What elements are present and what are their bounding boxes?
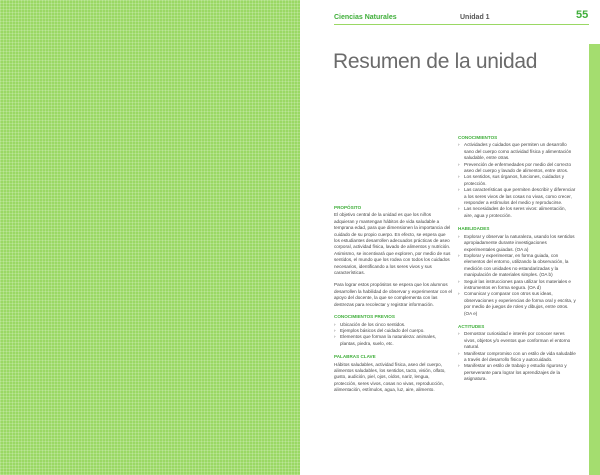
page-title: Resumen de la unidad — [333, 50, 538, 73]
list-item: › Seguir las instrucciones para utilizar los materiales e instrumentos en forma segura. (OA d) — [458, 279, 576, 292]
conocimientos-list — [458, 142, 576, 219]
proposito-text-2: Para lograr estos propósitos se espera que los alumnos desarrollen la habilidad de observar y experimentar con el apoyo del docente, la que se complementa con las destrezas para recolectar y registrar información. — [334, 282, 452, 307]
header-divider — [334, 24, 589, 25]
list-item: › Explorar y experimentar, en forma guiada, con elementos del entorno, utilizando la observación, la medición con unidades no estandarizadas y la manipulación de materiales simples. (OA b) — [458, 253, 576, 279]
conocimientos-previos-list — [334, 322, 452, 348]
section-heading-habilidades: HABILIDADES — [458, 226, 490, 232]
section-heading-palabras-clave: PALABRAS CLAVE — [334, 354, 376, 360]
header-unit: Unidad 1 — [460, 14, 490, 21]
list-item: › Los sentidos, sus órganos, funciones, cuidados y protección. — [458, 174, 576, 187]
proposito-text-1: El objetivo central de la unidad es que los niños adquieran y mantengan hábitos de vida saludable a temprana edad, para que dimensionen la importancia del cuidado de su propio cuerpo. En efecto, se espera que los estudiantes desarrollen adecuados prácticas de aseo corporal, actividad física, lavado de alimentos y nutrición. Asimismo, se incentivará que exploren, por medio de sus sentidos, el mundo que los rodea con todos los cuidados necesarios, identificando a los seres vivos y sus características. — [334, 212, 451, 276]
decorative-side-strip — [589, 44, 600, 475]
section-heading-actitudes: ACTITUDES — [458, 323, 485, 329]
list-item: › Ejemplos básicos del cuidado del cuerpo. — [334, 328, 452, 334]
header-subject: Ciencias Naturales — [334, 14, 397, 21]
section-heading-conocimientos: CONOCIMIENTOS — [458, 135, 498, 140]
section-heading-proposito: PROPÓSITO — [334, 205, 362, 210]
list-item: › Las necesidades de los seres vivos: alimentación, aire, agua y protección. — [458, 206, 576, 219]
list-item: › Prevención de enfermedades por medio del correcto aseo del cuerpo y lavado de alimentos, entre otros. — [458, 162, 576, 175]
list-item: › Demostrar curiosidad e interés por conocer seres vivos, objetos y/o eventos que conforman el entorno natural. — [458, 331, 576, 350]
list-item: › Las características que permiten describir y diferenciar a los seres vivos de las cosas no vivas, como crecer, responder a estímulos del medio y reproducirse. — [458, 187, 576, 206]
section-heading-conocimientos-previos: CONOCIMIENTOS PREVIOS — [334, 314, 395, 320]
habilidades-list — [458, 234, 576, 317]
page-number: 55 — [576, 9, 589, 21]
list-item: › Ubicación de los cinco sentidos. — [334, 322, 452, 328]
list-item: › Elementos que forman la naturaleza: animales, plantas, piedra, suelo, etc. — [334, 334, 452, 347]
page — [300, 0, 600, 475]
palabras-clave-text: Hábitos saludables, actividad física, aseo del cuerpo, alimentos saludables, los sentidos, tacto, visión, olfato, gusto, audición, piel, ojos, oídos, nariz, lengua, protección, seres vivos, cosas no vivas, reproducción, alimentación, estímulos, agua, luz, aire, alimento. — [334, 361, 446, 393]
actitudes-list — [458, 331, 576, 382]
list-item: › Manifestar un estilo de trabajo y estudio riguroso y perseverante para lograr los aprendizajes de la asignatura. — [458, 363, 576, 382]
right-column — [458, 135, 576, 390]
left-column — [334, 205, 452, 400]
list-item: › Actividades y cuidados que permiten un desarrollo sano del cuerpo como actividad física y alimentación saludable, entre otras. — [458, 142, 576, 161]
list-item: › Explorar y observar la naturaleza, usando los sentidos apropiadamente durante investigaciones experimentales guiadas. (OA a) — [458, 234, 576, 253]
list-item: › Comunicar y comparar con otros sus ideas, observaciones y experiencias de forma oral y escrita, y por medio de juegos de roles y dibujos, entre otros. (OA e) — [458, 291, 576, 317]
list-item: › Manifestar compromiso con un estilo de vida saludable a través del desarrollo físico y autocuidado. — [458, 351, 576, 364]
